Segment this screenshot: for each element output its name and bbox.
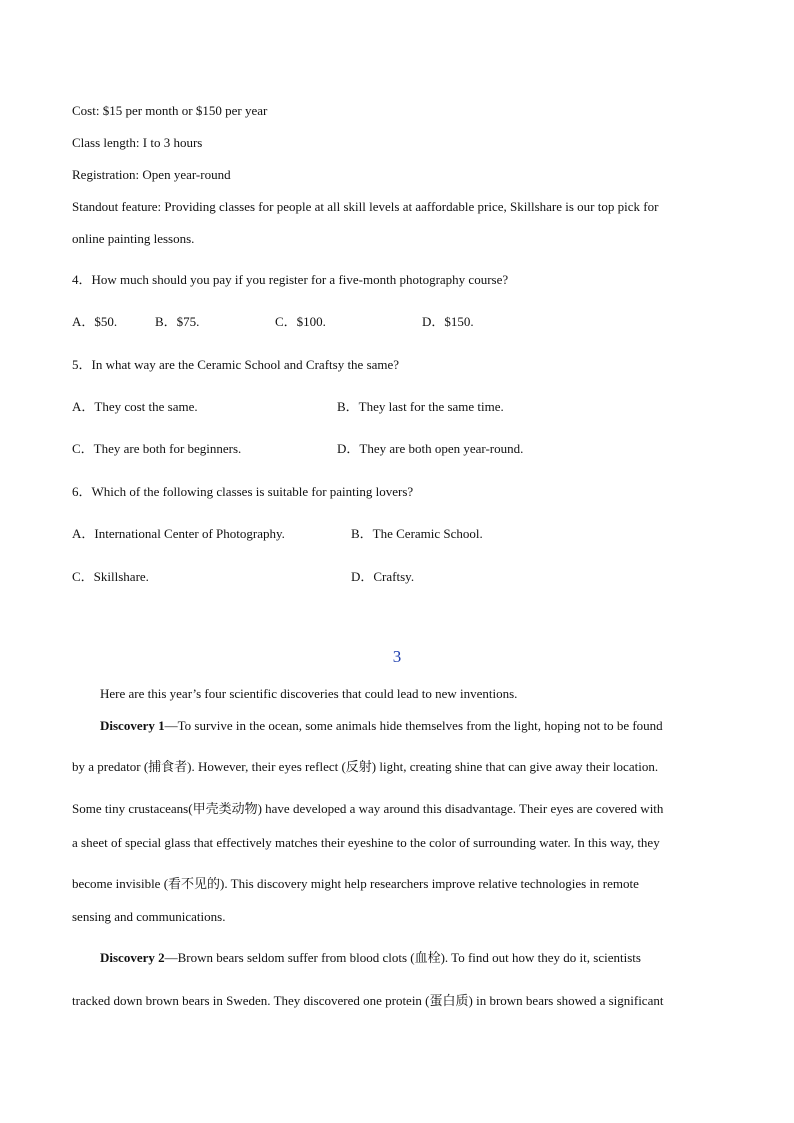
question-4-option-c[interactable]: C．$100. xyxy=(275,314,326,329)
question-4-option-a[interactable]: A．$50. xyxy=(72,314,118,329)
discovery-1-line-3: Some tiny crustaceans(甲壳类动物) have developed a way around this disadvantage. Their eyes are covered with xyxy=(72,801,664,816)
discovery-1-label: Discovery 1 xyxy=(100,718,165,733)
question-6-option-a[interactable]: A．International Center of Photography. xyxy=(72,526,285,541)
question-4-option-d[interactable]: D．$150. xyxy=(422,314,474,329)
class-length-line: Class length: I to 3 hours xyxy=(72,135,203,150)
standout-feature-line-cont: online painting lessons. xyxy=(72,231,195,246)
section-intro: Here are this year’s four scientific discoveries that could lead to new inventions. xyxy=(100,686,518,701)
question-6-stem: 6．Which of the following classes is suitable for painting lovers? xyxy=(72,484,414,499)
section-number: 3 xyxy=(392,647,402,666)
question-4-stem: 4．How much should you pay if you register for a five-month photography course? xyxy=(72,272,509,287)
question-5-option-d[interactable]: D．They are both open year-round. xyxy=(337,441,524,456)
question-5-option-b[interactable]: B．They last for the same time. xyxy=(337,399,504,414)
cost-line: Cost: $15 per month or $150 per year xyxy=(72,103,268,118)
discovery-2-line-2: tracked down brown bears in Sweden. They discovered one protein (蛋白质) in brown bears showed a significant xyxy=(72,993,664,1008)
question-5-stem: 5．In what way are the Ceramic School and Craftsy the same? xyxy=(72,357,400,372)
discovery-1-line-4: a sheet of special glass that effectively matches their eyeshine to the color of surrounding water. In this way, they xyxy=(72,835,660,850)
discovery-2-text: —Brown bears seldom suffer from blood clots (血栓). To find out how they do it, scientists xyxy=(164,950,641,965)
question-6-option-d[interactable]: D．Craftsy. xyxy=(351,569,415,584)
question-6-option-b[interactable]: B．The Ceramic School. xyxy=(351,526,483,541)
discovery-2-line-1 xyxy=(100,947,641,966)
standout-feature-line: Standout feature: Providing classes for people at all skill levels at aaffordable price, Skillshare is our top pick for xyxy=(72,199,659,214)
question-5-option-a[interactable]: A．They cost the same. xyxy=(72,399,198,414)
registration-line: Registration: Open year-round xyxy=(72,167,231,182)
question-5-option-c[interactable]: C．They are both for beginners. xyxy=(72,441,242,456)
discovery-1-line-1 xyxy=(100,718,663,734)
discovery-1-line-5: become invisible (看不见的). This discovery might help researchers improve relative technologies in remote xyxy=(72,876,639,891)
discovery-2-label: Discovery 2 xyxy=(100,950,165,965)
discovery-1-text: —To survive in the ocean, some animals hide themselves from the light, hoping not to be found xyxy=(164,718,663,733)
discovery-1-line-6: sensing and communications. xyxy=(72,909,226,924)
discovery-1-line-2: by a predator (捕食者). However, their eyes reflect (反射) light, creating shine that can give away their location. xyxy=(72,759,659,774)
question-4-option-b[interactable]: B．$75. xyxy=(155,314,200,329)
question-6-option-c[interactable]: C．Skillshare. xyxy=(72,569,149,584)
